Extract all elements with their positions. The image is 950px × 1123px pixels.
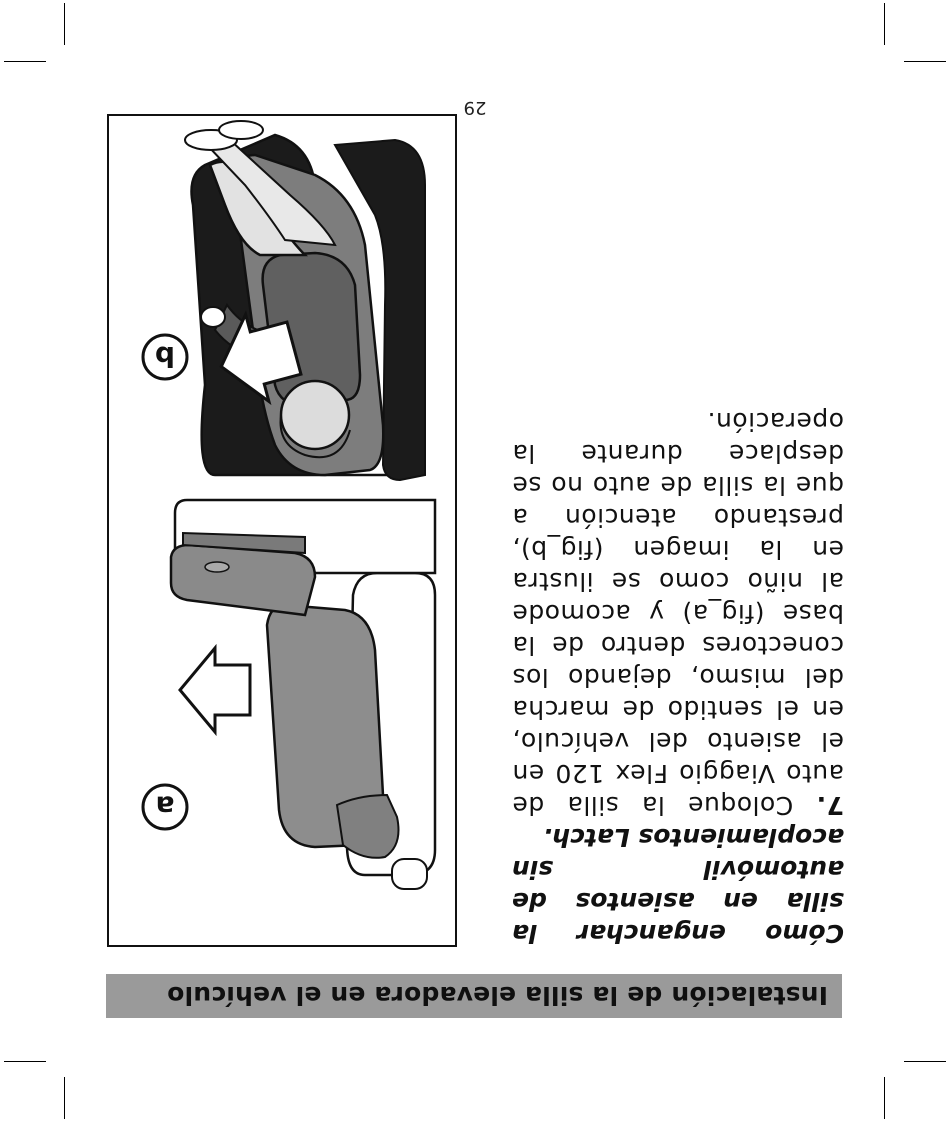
crop-mark: [884, 1077, 885, 1119]
arrow-a: [180, 648, 250, 732]
child-head: [281, 381, 349, 449]
headrest-a: [392, 859, 427, 889]
text-column: [512, 405, 844, 949]
figure-frame: [107, 114, 457, 947]
booster-base-a: [171, 545, 315, 615]
step-number: 7.: [816, 791, 844, 820]
crop-mark: [4, 61, 46, 62]
figure-a-label: a: [155, 790, 175, 823]
figure-a-illustration: [143, 500, 435, 889]
crop-mark: [904, 61, 946, 62]
step-text: Coloque la silla de auto Viaggio Flex 120 en el asiento del vehículo, en el sentido de marcha del mismo, dejando los conectores dentro de la base (fig_a) y acomode al niño como se ilustra en la imagen (fig_b), prestando atención a que la silla de auto no se desplace durante la operación.: [512, 407, 844, 820]
crop-mark: [904, 1061, 946, 1062]
figure-illustration: [109, 116, 455, 945]
crop-mark: [64, 1077, 65, 1119]
crop-mark: [884, 3, 885, 45]
crop-mark: [4, 1061, 46, 1062]
page-number: 29: [463, 97, 487, 118]
figure-b-illustration: [143, 121, 425, 480]
figure-b-label: b: [154, 340, 176, 373]
step-paragraph: [512, 405, 844, 821]
section-title: Instalación de la silla elevadora en el vehículo: [166, 981, 828, 1011]
subheading: Cómo enganchar la silla en asientos de automóvil sin acoplamientos Latch.: [512, 823, 844, 948]
crop-mark: [64, 3, 65, 45]
section-header: [106, 974, 842, 1018]
